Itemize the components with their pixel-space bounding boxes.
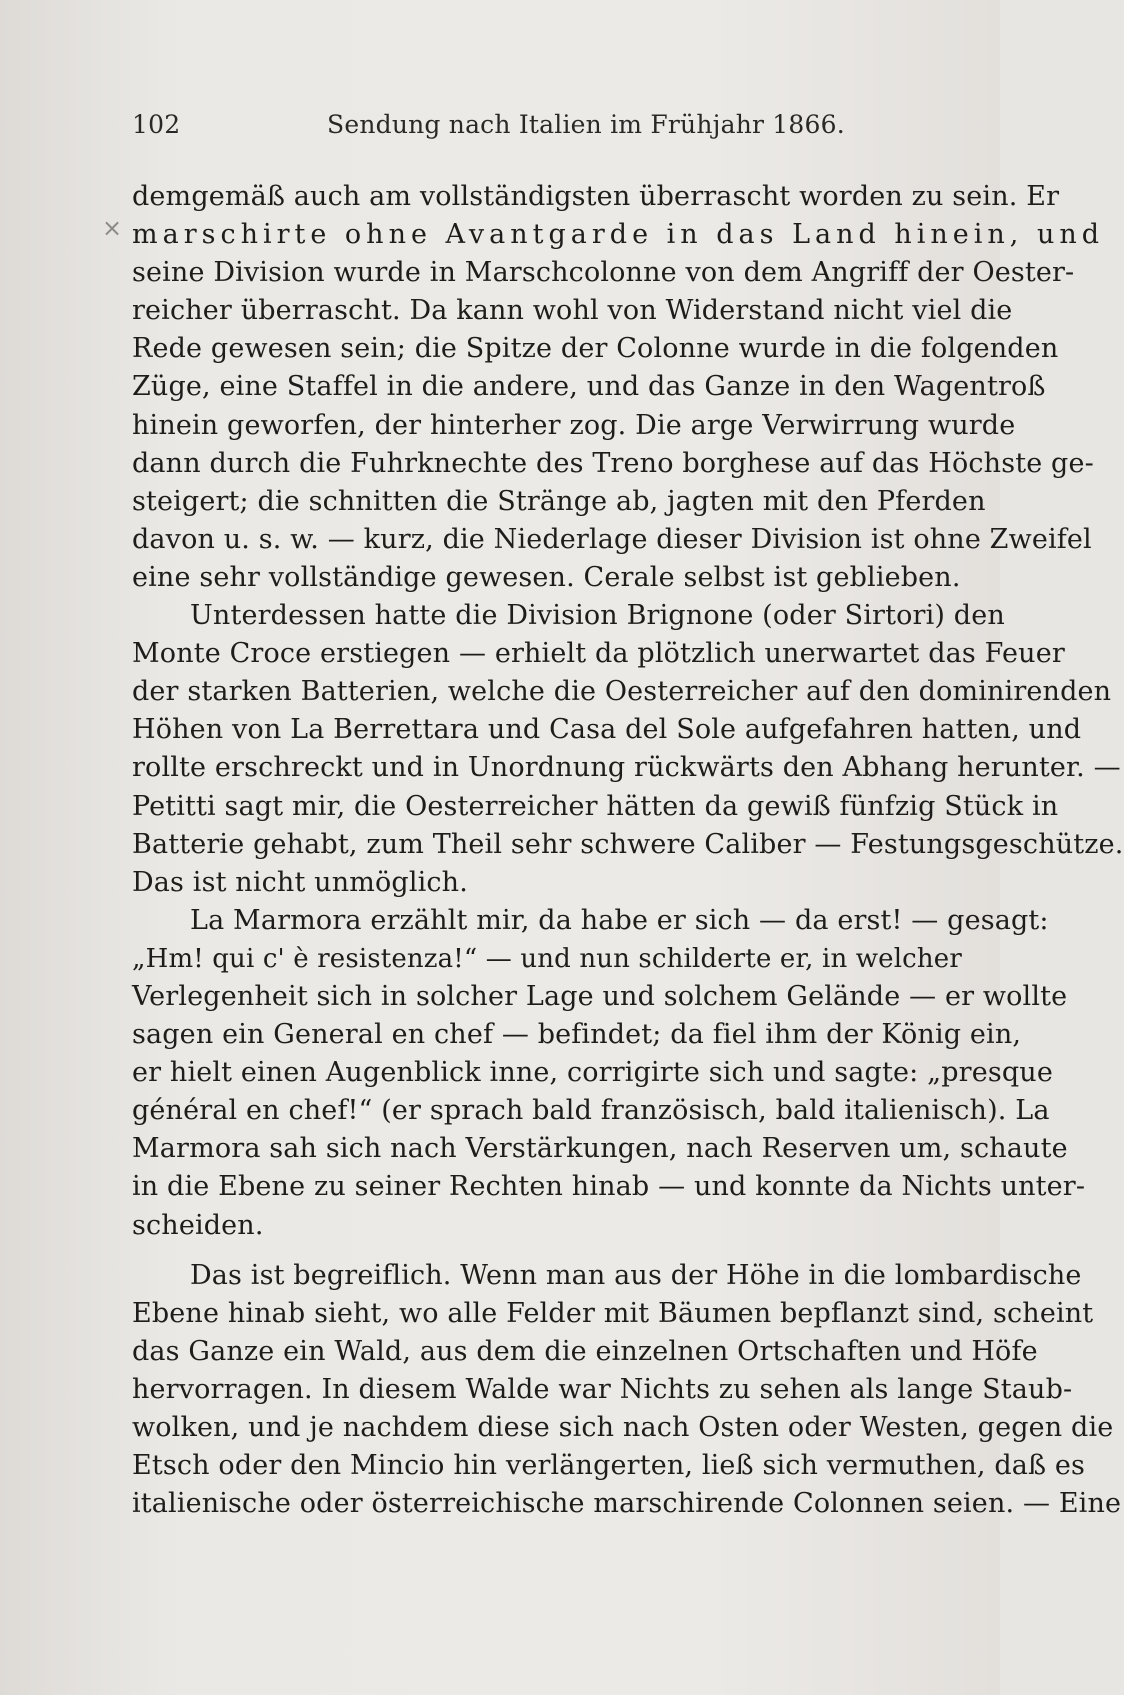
text-line: Das ist nicht unmöglich. bbox=[132, 866, 468, 898]
text-line: italienische oder österreichische marschirende Colonnen seien. — Eine bbox=[132, 1488, 1122, 1520]
text-line: rollte erschreckt und in Unordnung rückwärts den Abhang herunter. — bbox=[132, 752, 1121, 784]
text-line: Batterie gehabt, zum Theil sehr schwere Caliber — Festungsgeschütze. bbox=[132, 828, 1124, 860]
text-line: reicher überrascht. Da kann wohl von Widerstand nicht viel die bbox=[132, 295, 1013, 327]
text-line: Rede gewesen sein; die Spitze der Colonne wurde in die folgenden bbox=[132, 333, 1059, 365]
text-line: dann durch die Fuhrknechte des Treno borghese auf das Höchste ge- bbox=[132, 447, 1094, 479]
text-line: Höhen von La Berrettara und Casa del Sole aufgefahren hatten, und bbox=[132, 714, 1082, 746]
text-line: Züge, eine Staffel in die andere, und das Ganze in den Wagentroß bbox=[132, 371, 1046, 403]
text-line: der starken Batterien, welche die Oesterreicher auf den dominirenden bbox=[132, 676, 1112, 708]
text-line: das Ganze ein Wald, aus dem die einzelnen Ortschaften und Höfe bbox=[132, 1335, 1038, 1367]
text-line: scheiden. bbox=[132, 1209, 264, 1241]
text-line: marschirte ohne Avantgarde in das Land hinein, und bbox=[132, 219, 1104, 251]
text-line: général en chef!“ (er sprach bald französisch, bald italienisch). La bbox=[132, 1095, 1050, 1127]
text-line: Monte Croce erstiegen — erhielt da plötzlich unerwartet das Feuer bbox=[132, 638, 1065, 670]
text-line: in die Ebene zu seiner Rechten hinab — und konnte da Nichts unter- bbox=[132, 1171, 1086, 1203]
paragraph-start-line: Unterdessen hatte die Division Brignone (oder Sirtori) den bbox=[190, 600, 1005, 632]
text-line: Ebene hinab sieht, wo alle Felder mit Bäumen bepflanzt sind, scheint bbox=[132, 1297, 1094, 1329]
text-line: demgemäß auch am vollständigsten überrascht worden zu sein. Er bbox=[132, 181, 1060, 212]
text-line: Petitti sagt mir, die Oesterreicher hätten da gewiß fünfzig Stück in bbox=[132, 790, 1059, 822]
text-line: seine Division wurde in Marschcolonne von dem Angriff der Oester- bbox=[132, 257, 1075, 289]
paragraph-start-line: La Marmora erzählt mir, da habe er sich — da erst! — gesagt: bbox=[190, 904, 1049, 936]
text-line: davon u. s. w. — kurz, die Niederlage dieser Division ist ohne Zweifel bbox=[132, 523, 1092, 555]
paragraph-start-line: Das ist begreiflich. Wenn man aus der Höhe in die lombardische bbox=[190, 1259, 1082, 1291]
page-number: 102 bbox=[132, 110, 181, 139]
text-line: hervorragen. In diesem Walde war Nichts zu sehen als lange Staub- bbox=[132, 1373, 1073, 1405]
text-line: Verlegenheit sich in solcher Lage und solchem Gelände — er wollte bbox=[132, 980, 1068, 1012]
text-line: eine sehr vollständige gewesen. Cerale selbst ist geblieben. bbox=[132, 561, 961, 593]
page-header bbox=[132, 110, 845, 150]
text-line: „Hm! qui c' è resistenza!“ — und nun schilderte er, in welcher bbox=[132, 943, 962, 974]
text-line: steigert; die schnitten die Stränge ab, jagten mit den Pferden bbox=[132, 485, 986, 517]
body-text bbox=[132, 178, 1124, 1523]
margin-mark: × bbox=[102, 214, 123, 242]
text-line: hinein geworfen, der hinterher zog. Die arge Verwirrung wurde bbox=[132, 409, 1016, 441]
text-line: wolken, und je nachdem diese sich nach Osten oder Westen, gegen die bbox=[132, 1412, 1114, 1443]
text-line: Marmora sah sich nach Verstärkungen, nach Reserven um, schaute bbox=[132, 1133, 1068, 1165]
text-line: sagen ein General en chef — befindet; da fiel ihm der König ein, bbox=[132, 1019, 1022, 1051]
paragraph-gap bbox=[132, 1245, 962, 1257]
text-line: er hielt einen Augenblick inne, corrigirte sich und sagte: „presque bbox=[132, 1057, 1053, 1089]
text-line: Etsch oder den Mincio hin verlängerten, ließ sich vermuthen, daß es bbox=[132, 1450, 1086, 1482]
running-title: Sendung nach Italien im Frühjahr 1866. bbox=[327, 110, 845, 139]
